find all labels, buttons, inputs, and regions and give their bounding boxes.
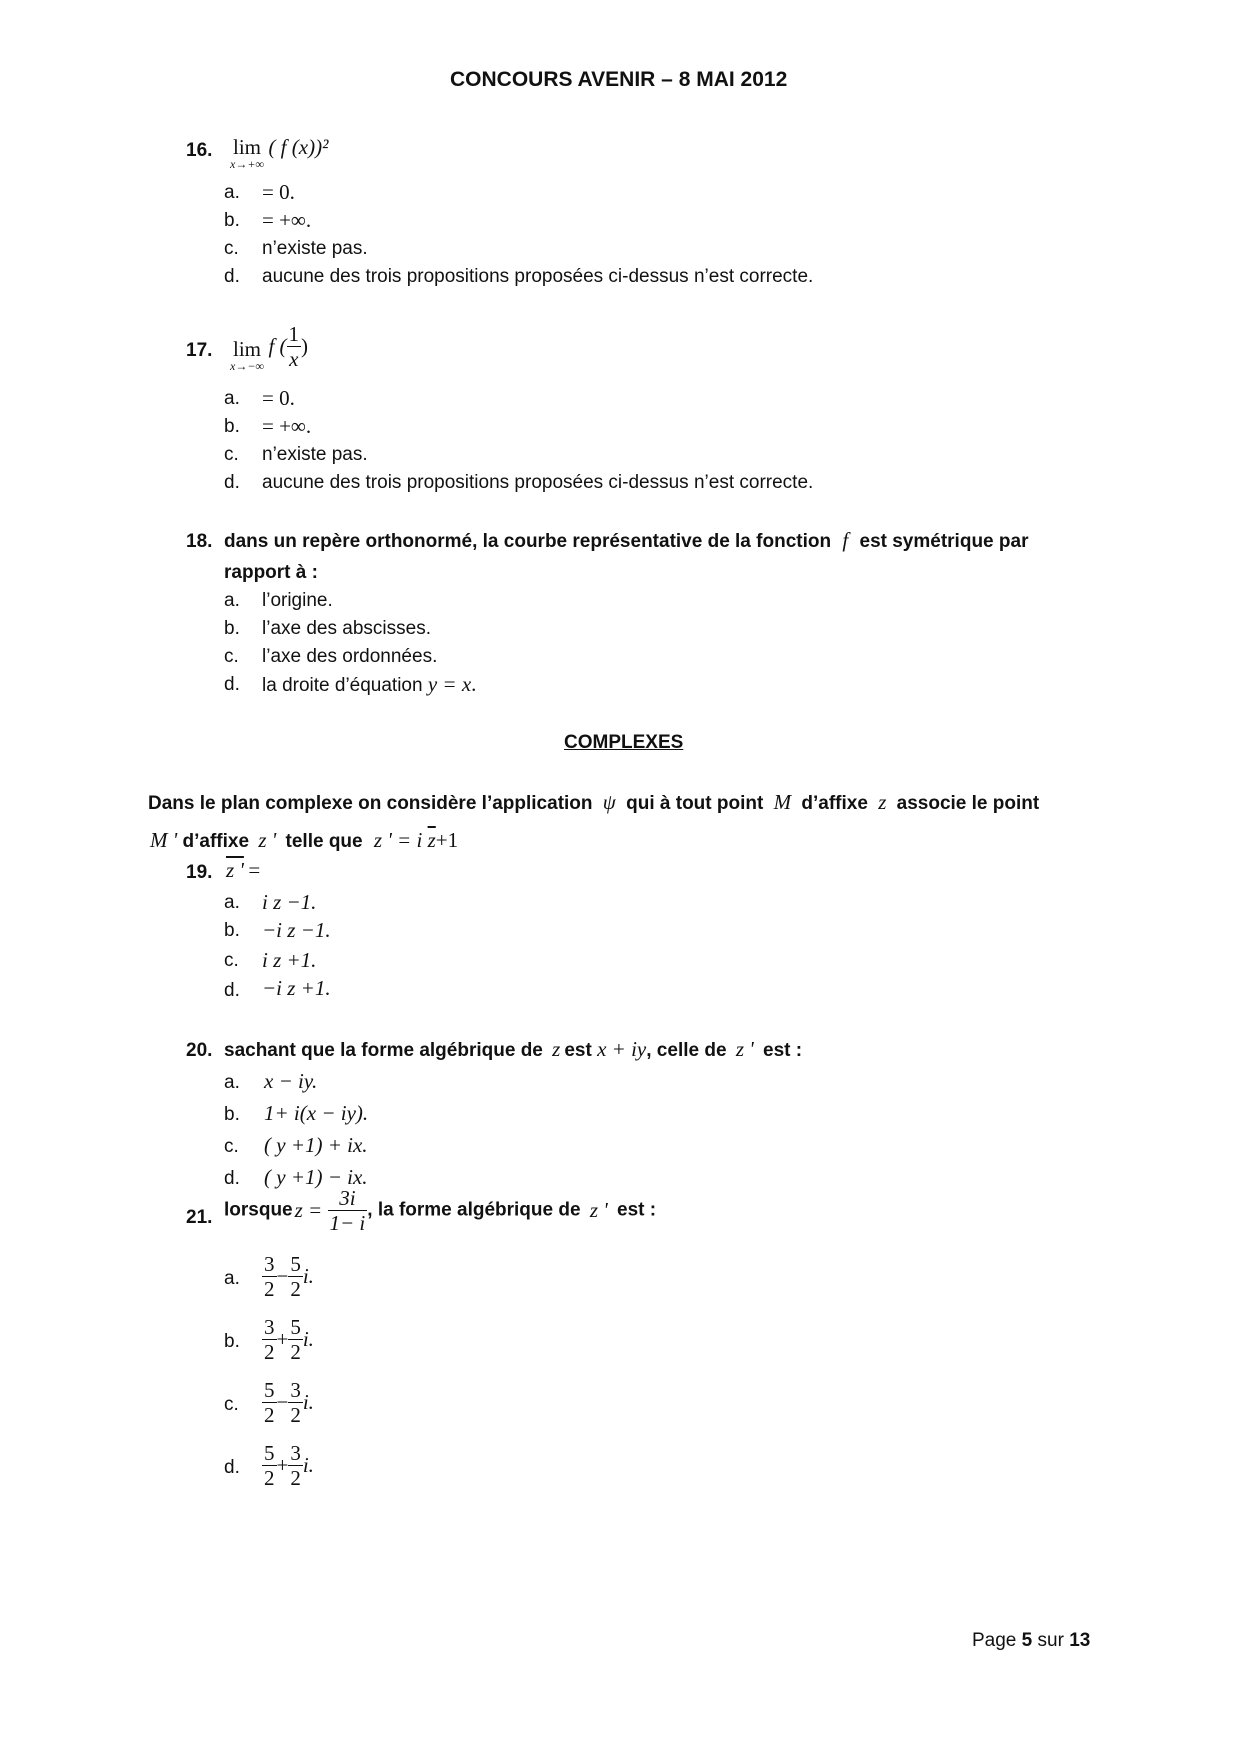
function-f: f [842, 528, 849, 552]
equation-y-equals-x: y = x [427, 672, 472, 696]
total-page-count: 13 [1069, 1630, 1091, 1651]
q21-option-c-letter: c. [224, 1394, 239, 1415]
fraction-one-over-x [287, 322, 302, 371]
numerator: 3 [264, 1315, 275, 1339]
intro-text-e: d’affixe [182, 831, 250, 852]
question-16-expression [230, 136, 328, 170]
affix-z: z [878, 790, 887, 814]
question-21-text [224, 1186, 656, 1235]
q19-option-b-text: −i z −1. [262, 918, 331, 942]
q17-option-a-text: = 0. [262, 386, 295, 410]
numerator: 3 [264, 1252, 275, 1276]
question-19-number: 19. [186, 862, 213, 883]
question-20-text-a: sachant que la forme algébrique de [224, 1040, 543, 1061]
q16-option-a-letter: a. [224, 182, 240, 203]
q20-option-b-text: 1+ i(x − iy). [264, 1101, 369, 1125]
option-d-text: la droite d’équation [262, 675, 423, 696]
q20-option-d-text: ( y +1) − ix. [264, 1165, 368, 1189]
q16-option-c-letter: c. [224, 238, 239, 259]
affix-z-prime: z ' [589, 1198, 608, 1222]
limit-operator [230, 136, 264, 170]
q18-option-c-letter: c. [224, 646, 239, 667]
function-f: f ( [268, 334, 287, 358]
fraction-denominator: 1− i [329, 1211, 366, 1235]
q17-option-d-text: aucune des trois propositions proposées ci-dessus n’est correcte. [262, 472, 814, 493]
fraction-1 [262, 1441, 277, 1490]
q18-option-b-letter: b. [224, 618, 240, 639]
complexes-intro-line-1 [148, 790, 1039, 815]
point-M: M [773, 790, 792, 814]
q19-option-c-letter: c. [224, 950, 239, 971]
question-21-text-a: lorsque [224, 1199, 293, 1221]
q20-option-a-text: x − iy. [264, 1069, 318, 1093]
page-footer [972, 1630, 1090, 1652]
operator: − [276, 1390, 289, 1414]
equation-left: z ' = i [373, 828, 423, 852]
q21-option-c-math [262, 1378, 314, 1427]
intro-text-d: associe le point [896, 793, 1040, 814]
question-18-text-b: est symétrique par [859, 531, 1029, 552]
q16-option-d-text: aucune des trois propositions proposées ci-dessus n’est correcte. [262, 266, 814, 287]
imaginary-unit: i. [302, 1390, 314, 1414]
q21-option-d-math [262, 1441, 314, 1490]
z-equals: z = [294, 1198, 323, 1222]
q20-option-a-letter: a. [224, 1072, 240, 1093]
question-18-line-1 [224, 528, 1028, 553]
imaginary-unit: i. [302, 1264, 314, 1288]
question-20-number: 20. [186, 1040, 213, 1061]
limit-subscript: x→−∞ [230, 359, 264, 373]
operator: − [276, 1264, 289, 1288]
fraction-numerator: 1 [288, 322, 300, 346]
fraction-2 [288, 1252, 303, 1301]
conjugate-z-prime: z ' [226, 858, 244, 882]
question-17-expression [230, 322, 308, 372]
option-d-end: . [471, 672, 477, 696]
numerator: 5 [290, 1252, 301, 1276]
question-18-line-2: rapport à : [224, 562, 318, 583]
q18-option-d-letter: d. [224, 674, 240, 695]
q21-option-d-letter: d. [224, 1457, 240, 1478]
q18-option-a-text: l’origine. [262, 590, 333, 611]
question-21-text-b: , la forme algébrique de [367, 1199, 581, 1221]
point-M-prime: M ' [150, 828, 178, 852]
q17-option-b-text: = +∞. [262, 414, 312, 438]
q17-option-b-letter: b. [224, 416, 240, 437]
lim-word: lim [232, 135, 261, 159]
denominator: 2 [290, 1277, 301, 1301]
q19-option-d-letter: d. [224, 980, 240, 1001]
close-paren: ) [301, 334, 309, 358]
intro-text-f: telle que [285, 831, 363, 852]
intro-text-a: Dans le plan complexe on considère l’application [148, 793, 593, 814]
question-19-expression [226, 858, 260, 883]
q18-option-b-text: l’axe des abscisses. [262, 618, 431, 639]
limit-operator [230, 338, 264, 372]
fraction-numerator: 3i [328, 1186, 368, 1211]
equals-sign: = [248, 858, 261, 882]
symbol-psi: ψ [602, 790, 616, 814]
denominator: 2 [264, 1403, 275, 1427]
current-page-number: 5 [1021, 1630, 1033, 1651]
q17-option-a-letter: a. [224, 388, 240, 409]
q17-option-c-text: n’existe pas. [262, 444, 368, 465]
imaginary-unit: i. [302, 1327, 314, 1351]
limit-argument: ( f (x))² [268, 135, 329, 159]
fraction-denominator: x [289, 347, 299, 371]
q19-option-b-letter: b. [224, 920, 240, 941]
numerator: 3 [290, 1441, 301, 1465]
q16-option-b-letter: b. [224, 210, 240, 231]
question-20-text [224, 1037, 802, 1062]
q17-option-c-letter: c. [224, 444, 239, 465]
fraction-2 [288, 1315, 303, 1364]
q19-option-c-text: i z +1. [262, 948, 317, 972]
affix-z-prime: z ' [735, 1037, 754, 1061]
question-20-text-c: , celle de [646, 1040, 727, 1061]
denominator: 2 [290, 1340, 301, 1364]
q16-option-d-letter: d. [224, 266, 240, 287]
question-18-number: 18. [186, 531, 213, 552]
denominator: 2 [264, 1340, 275, 1364]
fraction-3i-over-1-minus-i [328, 1186, 368, 1235]
numerator: 5 [264, 1441, 275, 1465]
intro-text-c: d’affixe [801, 793, 868, 814]
affix-z: z [552, 1037, 561, 1061]
q21-option-b-math [262, 1315, 314, 1364]
denominator: 2 [264, 1466, 275, 1490]
q19-option-d-text: −i z +1. [262, 976, 331, 1000]
fraction-2 [288, 1378, 303, 1427]
q18-option-a-letter: a. [224, 590, 240, 611]
algebraic-form-x-iy: x + iy [597, 1037, 647, 1061]
question-21-text-c: est : [617, 1199, 657, 1221]
q17-option-d-letter: d. [224, 472, 240, 493]
q20-option-b-letter: b. [224, 1104, 240, 1125]
fraction-2 [288, 1441, 303, 1490]
numerator: 5 [290, 1315, 301, 1339]
q16-option-c-text: n’existe pas. [262, 238, 368, 259]
q21-option-a-math [262, 1252, 314, 1301]
question-20-text-d: est : [763, 1040, 803, 1061]
conjugate-z: $\overline{z}$ [427, 828, 436, 852]
complexes-intro-line-2 [150, 828, 458, 853]
fraction-1 [262, 1252, 277, 1301]
equation-right: +1 [435, 828, 459, 852]
question-18-text-a: dans un repère orthonormé, la courbe représentative de la fonction [224, 531, 832, 552]
question-17-number: 17. [186, 340, 213, 361]
footer-separator: sur [1037, 1630, 1064, 1651]
q21-option-a-letter: a. [224, 1268, 240, 1289]
q20-option-c-text: ( y +1) + ix. [264, 1133, 368, 1157]
q19-option-a-text: i z −1. [262, 890, 317, 914]
q21-option-b-letter: b. [224, 1331, 240, 1352]
q20-option-d-letter: d. [224, 1168, 240, 1189]
q16-option-a-text: = 0. [262, 180, 295, 204]
section-title-complexes: COMPLEXES [564, 732, 684, 753]
intro-text-b: qui à tout point [626, 793, 764, 814]
question-21-number: 21. [186, 1207, 213, 1228]
fraction-1 [262, 1378, 277, 1427]
q19-option-a-letter: a. [224, 892, 240, 913]
q18-option-c-text: l’axe des ordonnées. [262, 646, 438, 667]
denominator: 2 [264, 1277, 275, 1301]
denominator: 2 [290, 1466, 301, 1490]
affix-z-prime: z ' [258, 828, 277, 852]
lim-word: lim [232, 337, 261, 361]
numerator: 3 [290, 1378, 301, 1402]
question-20-text-b: est [564, 1040, 592, 1061]
question-16-number: 16. [186, 140, 213, 161]
operator: + [276, 1327, 289, 1351]
imaginary-unit: i. [302, 1453, 314, 1477]
q18-option-d-text [262, 672, 476, 697]
numerator: 5 [264, 1378, 275, 1402]
q16-option-b-text: = +∞. [262, 208, 312, 232]
q20-option-c-letter: c. [224, 1136, 239, 1157]
denominator: 2 [290, 1403, 301, 1427]
page-header-title: CONCOURS AVENIR – 8 MAI 2012 [450, 68, 788, 91]
limit-subscript: x→+∞ [230, 157, 264, 171]
operator: + [276, 1453, 289, 1477]
fraction-1 [262, 1315, 277, 1364]
footer-prefix: Page [972, 1630, 1017, 1651]
